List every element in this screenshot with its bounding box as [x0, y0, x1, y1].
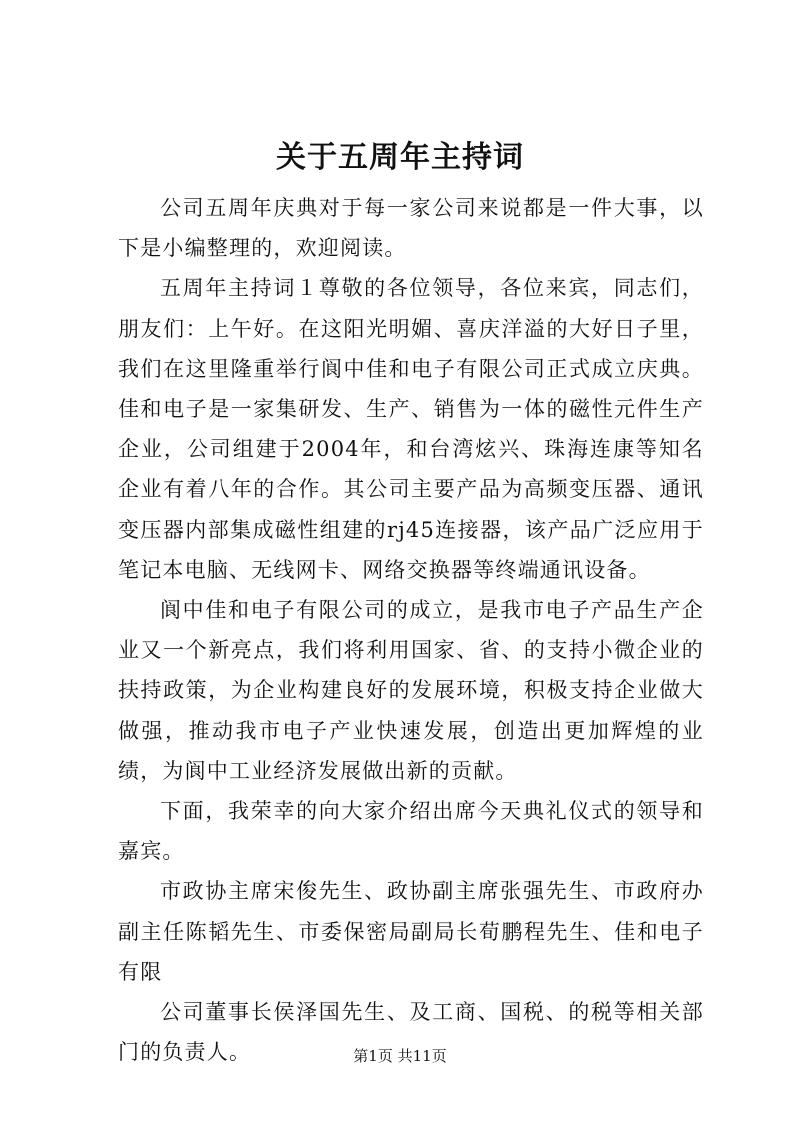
paragraph-company: 阆中佳和电子有限公司的成立，是我市电子产品生产企业又一个新亮点，我们将利用国家、省、的支持小微企业的扶持政策，为企业构建良好的发展环境，积极支持企业做大做强，推动我市电子产业快速发展，创造出更加辉煌的业绩，为阆中工业经济发展做出新的贡献。 — [118, 598, 704, 783]
paragraph-intro: 公司五周年庆典对于每一家公司来说都是一件大事，以下是小编整理的，欢迎阅读。 — [118, 196, 704, 261]
paragraph-guest-list-continued: 公司董事长侯泽国先生、及工商、国税、的税等相关部门的负责人。 — [118, 1000, 704, 1065]
document-title: 关于五周年主持词 — [276, 140, 524, 175]
document-body — [118, 188, 704, 1072]
paragraph-guest-list: 市政协主席宋俊先生、政协副主席张强先生、市政府办副主任陈韬先生、市委保密局副局长荀鹏程先生、佳和电子有限 — [118, 879, 704, 984]
paragraph-greeting: 五周年主持词１尊敬的各位领导，各位来宾，同志们，朋友们：上午好。在这阳光明媚、喜庆洋溢的大好日子里，我们在这里隆重举行阆中佳和电子有限公司正式成立庆典。佳和电子是一家集研发、生产、销售为一体的磁性元件生产企业，公司组建于2004年，和台湾炫兴、珠海连康等知名企业有着八年的合作。其公司主要产品为高频变压器、通讯变压器内部集成磁性组建的rj45连接器，该产品广泛应用于笔记本电脑、无线网卡、网络交换器等终端通讯设备。 — [118, 276, 704, 582]
paragraph-introduce-guests: 下面，我荣幸的向大家介绍出席今天典礼仪式的领导和嘉宾。 — [118, 799, 704, 864]
page-number: 第1页 共11页 — [353, 1047, 447, 1065]
